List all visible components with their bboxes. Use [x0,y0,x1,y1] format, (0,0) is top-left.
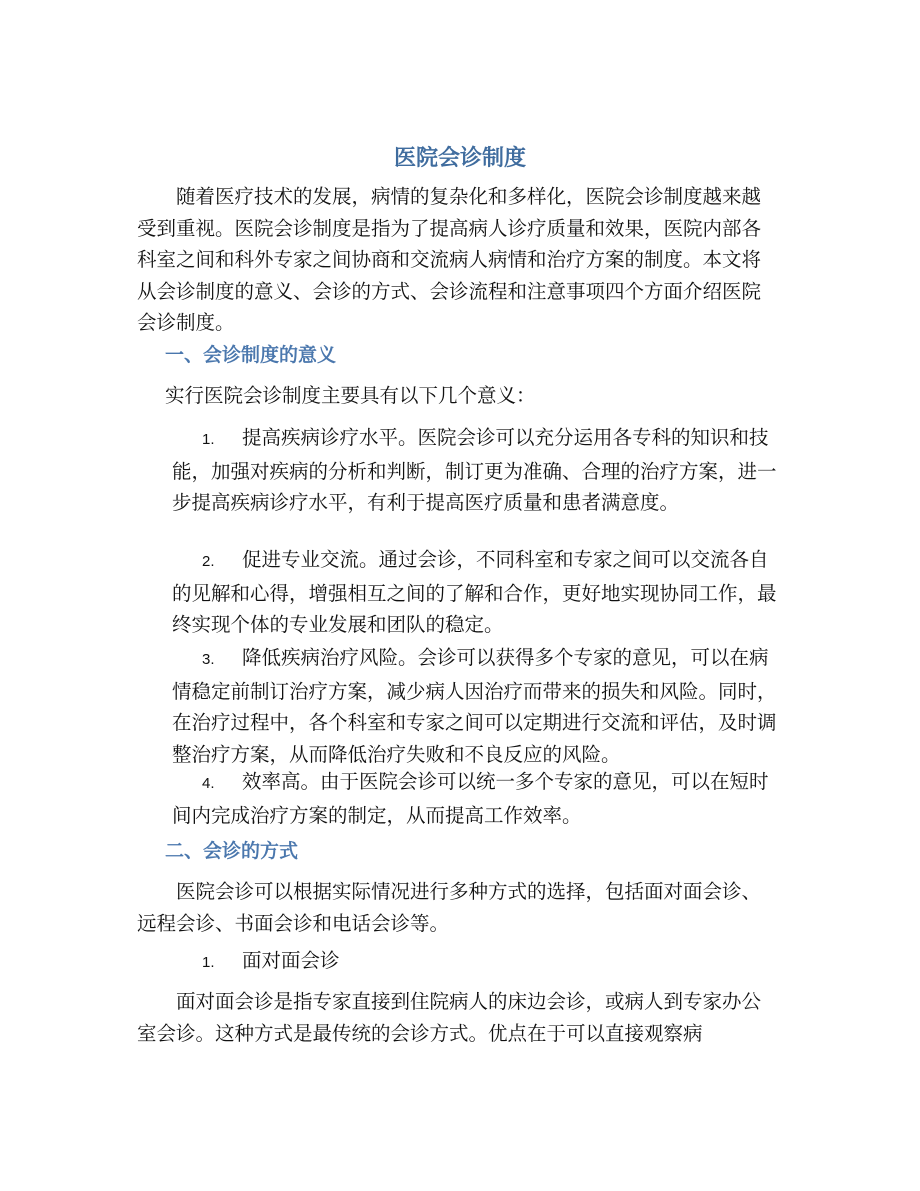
list-item [172,766,782,831]
list-text: 促进专业交流。通过会诊，不同科室和专家之间可以交流各自的见解和心得，增强相互之间的了解和合作，更好地实现协同工作，最终实现个体的专业发展和团队的稳定。 [172,548,777,636]
list-item [172,642,782,770]
section-2-heading: 二、会诊的方式 [165,840,299,862]
intro-paragraph: 随着医疗技术的发展，病情的复杂化和多样化，医院会诊制度越来越受到重视。医院会诊制度是指为了提高病人诊疗质量和效果，医院内部各科室之间和科外专家之间协商和交流病人病情和治疗方案的制度。本文将从会诊制度的意义、会诊的方式、会诊流程和注意事项四个方面介绍医院会诊制度。 [137,185,762,334]
list-number: 4. [202,775,215,792]
list-text: 面对面会诊 [242,949,340,972]
list-text: 提高疾病诊疗水平。医院会诊可以充分运用各专科的知识和技能，加强对疾病的分析和判断，制订更为准确、合理的治疗方案，进一步提高疾病诊疗水平，有利于提高医疗质量和患者满意度。 [172,426,777,514]
list-item [172,422,782,519]
list-number: 3. [202,651,215,668]
list-text: 效率高。由于医院会诊可以统一多个专家的意见，可以在短时间内完成治疗方案的制定，从而提高工作效率。 [172,770,769,827]
page-title: 医院会诊制度 [393,146,526,171]
section-1-lead: 实行医院会诊制度主要具有以下几个意义： [165,384,536,407]
list-item [172,544,782,641]
list-number: 1. [202,954,215,971]
list-item [172,945,782,979]
list-number: 2. [202,553,215,570]
section-2-lead: 医院会诊可以根据实际情况进行多种方式的选择，包括面对面会诊、远程会诊、书面会诊和电话会诊等。 [137,880,762,935]
section-1-heading: 一、会诊制度的意义 [165,344,337,366]
list-number: 1. [202,431,215,448]
list-text: 降低疾病治疗风险。会诊可以获得多个专家的意见，可以在病情稳定前制订治疗方案，减少病人因治疗而带来的损失和风险。同时，在治疗过程中，各个科室和专家之间可以定期进行交流和评估，及时调整治疗方案，从而降低治疗失败和不良反应的风险。 [172,646,777,766]
section-2-item-1-body: 面对面会诊是指专家直接到住院病人的床边会诊，或病人到专家办公室会诊。这种方式是最传统的会诊方式。优点在于可以直接观察病 [137,990,762,1045]
